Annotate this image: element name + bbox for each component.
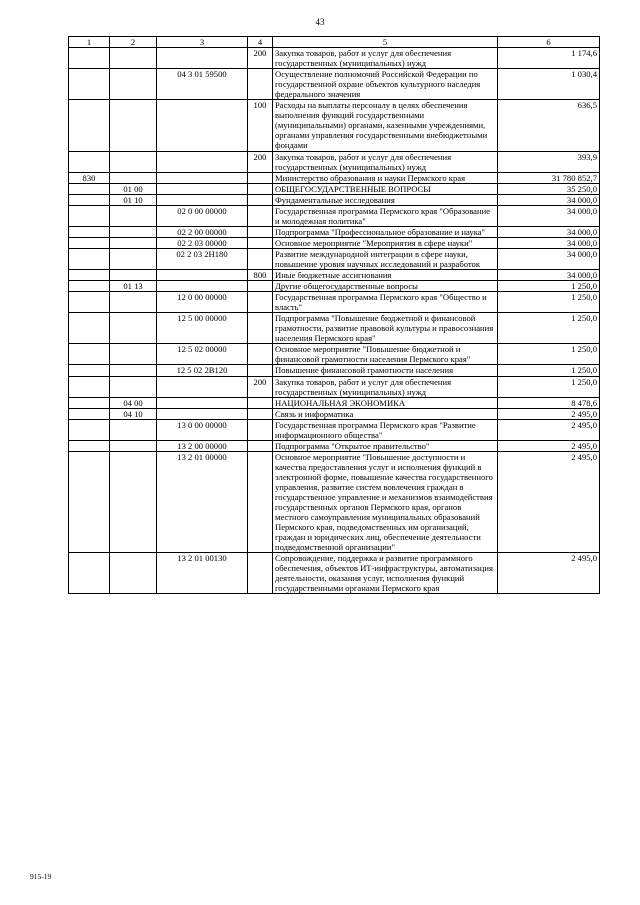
column-header: 6	[498, 37, 600, 48]
cell-target-article	[157, 397, 248, 408]
cell-target-article	[157, 408, 248, 419]
cell-amount: 8 478,6	[498, 397, 600, 408]
cell-description: ОБЩЕГОСУДАРСТВЕННЫЕ ВОПРОСЫ	[273, 183, 498, 194]
cell-amount: 35 250,0	[498, 183, 600, 194]
cell-section	[110, 248, 157, 269]
cell-ministry	[69, 292, 110, 313]
cell-section	[110, 376, 157, 397]
cell-section	[110, 440, 157, 451]
cell-expense-type	[248, 451, 273, 552]
cell-amount: 2 495,0	[498, 408, 600, 419]
cell-target-article	[157, 172, 248, 183]
cell-description: Иные бюджетные ассигнования	[273, 270, 498, 281]
cell-section	[110, 365, 157, 376]
cell-description: Подпрограмма "Открытое правительство"	[273, 440, 498, 451]
table-row	[69, 553, 600, 594]
cell-description: Государственная программа Пермского края "Общество и власть"	[273, 292, 498, 313]
cell-target-article: 12 5 00 00000	[157, 313, 248, 344]
cell-description: Министерство образования и науки Пермского края	[273, 172, 498, 183]
table-row	[69, 172, 600, 183]
cell-amount: 34 000,0	[498, 194, 600, 205]
cell-description: Сопровождение, поддержка и развитие программного обеспечения, объектов ИТ-инфраструктуры, автоматизация деятельности, оказания услуг, исполнения функций государственными органами Пермского края	[273, 553, 498, 594]
cell-section	[110, 69, 157, 100]
cell-ministry	[69, 440, 110, 451]
cell-expense-type	[248, 440, 273, 451]
cell-target-article: 12 5 02 2В120	[157, 365, 248, 376]
table-row	[69, 313, 600, 344]
table-header-row	[69, 37, 600, 48]
cell-expense-type	[248, 419, 273, 440]
cell-amount: 34 000,0	[498, 237, 600, 248]
cell-ministry	[69, 451, 110, 552]
cell-description: Государственная программа Пермского края "Образование и молодежная политика"	[273, 205, 498, 226]
cell-expense-type	[248, 226, 273, 237]
cell-target-article	[157, 270, 248, 281]
cell-expense-type	[248, 292, 273, 313]
table-row	[69, 226, 600, 237]
cell-expense-type	[248, 248, 273, 269]
table-row	[69, 248, 600, 269]
cell-ministry	[69, 270, 110, 281]
cell-section: 01 13	[110, 281, 157, 292]
cell-amount: 1 250,0	[498, 365, 600, 376]
cell-amount: 2 495,0	[498, 440, 600, 451]
cell-amount: 34 000,0	[498, 248, 600, 269]
column-header: 4	[248, 37, 273, 48]
cell-section	[110, 270, 157, 281]
cell-expense-type: 100	[248, 100, 273, 151]
table-row	[69, 100, 600, 151]
table-row	[69, 440, 600, 451]
cell-expense-type: 200	[248, 48, 273, 69]
cell-description: Основное мероприятие "Мероприятия в сфере науки"	[273, 237, 498, 248]
cell-expense-type	[248, 194, 273, 205]
cell-description: Повышение финансовой грамотности населения	[273, 365, 498, 376]
cell-ministry	[69, 183, 110, 194]
column-header: 2	[110, 37, 157, 48]
cell-target-article	[157, 183, 248, 194]
page-number: 43	[315, 17, 325, 27]
cell-expense-type: 200	[248, 376, 273, 397]
table-row	[69, 365, 600, 376]
cell-expense-type	[248, 344, 273, 365]
cell-target-article: 02 2 03 2Н180	[157, 248, 248, 269]
cell-expense-type	[248, 553, 273, 594]
cell-ministry	[69, 313, 110, 344]
cell-ministry	[69, 194, 110, 205]
table-row	[69, 292, 600, 313]
cell-expense-type	[248, 365, 273, 376]
cell-target-article	[157, 48, 248, 69]
table-row	[69, 69, 600, 100]
cell-section	[110, 48, 157, 69]
cell-description: НАЦИОНАЛЬНАЯ ЭКОНОМИКА	[273, 397, 498, 408]
cell-description: Развитие международной интеграции в сфере науки, повышение уровня научных исследований и разработок	[273, 248, 498, 269]
cell-amount: 1 250,0	[498, 281, 600, 292]
cell-amount: 2 495,0	[498, 451, 600, 552]
cell-target-article	[157, 100, 248, 151]
cell-section	[110, 292, 157, 313]
cell-description: Закупка товаров, работ и услуг для обеспечения государственных (муниципальных) нужд	[273, 151, 498, 172]
cell-section	[110, 100, 157, 151]
cell-ministry	[69, 365, 110, 376]
cell-amount: 2 495,0	[498, 419, 600, 440]
cell-ministry	[69, 419, 110, 440]
cell-target-article	[157, 151, 248, 172]
cell-amount: 1 250,0	[498, 313, 600, 344]
table-body	[69, 48, 600, 594]
cell-section	[110, 451, 157, 552]
cell-ministry: 830	[69, 172, 110, 183]
cell-ministry	[69, 100, 110, 151]
cell-amount: 393,9	[498, 151, 600, 172]
cell-description: Государственная программа Пермского края "Развитие информационного общества"	[273, 419, 498, 440]
cell-description: Связь и информатика	[273, 408, 498, 419]
cell-target-article: 02 2 00 00000	[157, 226, 248, 237]
cell-expense-type	[248, 237, 273, 248]
cell-amount: 34 000,0	[498, 205, 600, 226]
cell-ministry	[69, 151, 110, 172]
table-row	[69, 205, 600, 226]
column-header: 3	[157, 37, 248, 48]
budget-table	[68, 36, 600, 594]
cell-ministry	[69, 281, 110, 292]
cell-expense-type: 200	[248, 151, 273, 172]
cell-target-article	[157, 194, 248, 205]
table-row	[69, 48, 600, 69]
cell-expense-type	[248, 205, 273, 226]
cell-section	[110, 226, 157, 237]
cell-description: Расходы на выплаты персоналу в целях обеспечения выполнения функций государственными (муниципальными) органами, казенными учреждениями, органами управления государственными внебюджетными фондами	[273, 100, 498, 151]
cell-description: Осуществление полномочий Российской Федерации по государственной охране объектов культурного наследия федерального значения	[273, 69, 498, 100]
cell-target-article: 13 0 00 00000	[157, 419, 248, 440]
cell-target-article: 12 0 00 00000	[157, 292, 248, 313]
cell-section: 04 10	[110, 408, 157, 419]
cell-amount: 1 250,0	[498, 344, 600, 365]
table-row	[69, 451, 600, 552]
column-header: 5	[273, 37, 498, 48]
table-row	[69, 237, 600, 248]
cell-description: Закупка товаров, работ и услуг для обеспечения государственных (муниципальных) нужд	[273, 376, 498, 397]
cell-description: Подпрограмма "Профессиональное образование и наука"	[273, 226, 498, 237]
cell-target-article: 13 2 01 00130	[157, 553, 248, 594]
cell-amount: 1 250,0	[498, 376, 600, 397]
cell-ministry	[69, 397, 110, 408]
cell-amount: 31 780 852,7	[498, 172, 600, 183]
table-row	[69, 194, 600, 205]
cell-ministry	[69, 69, 110, 100]
cell-expense-type	[248, 183, 273, 194]
cell-target-article: 13 2 00 00000	[157, 440, 248, 451]
cell-expense-type	[248, 281, 273, 292]
table-row	[69, 151, 600, 172]
cell-section	[110, 237, 157, 248]
cell-ministry	[69, 376, 110, 397]
cell-description: Основное мероприятие "Повышение бюджетной и финансовой грамотности населения Пермского края"	[273, 344, 498, 365]
table-row	[69, 376, 600, 397]
cell-ministry	[69, 205, 110, 226]
footer-code: 915-19	[30, 872, 52, 881]
cell-ministry	[69, 248, 110, 269]
cell-expense-type: 800	[248, 270, 273, 281]
cell-amount: 1 174,6	[498, 48, 600, 69]
cell-expense-type	[248, 397, 273, 408]
cell-target-article	[157, 376, 248, 397]
cell-amount: 34 000,0	[498, 270, 600, 281]
cell-amount: 1 030,4	[498, 69, 600, 100]
cell-expense-type	[248, 172, 273, 183]
column-header: 1	[69, 37, 110, 48]
cell-description: Закупка товаров, работ и услуг для обеспечения государственных (муниципальных) нужд	[273, 48, 498, 69]
cell-amount: 636,5	[498, 100, 600, 151]
table-row	[69, 397, 600, 408]
cell-target-article: 02 2 03 00000	[157, 237, 248, 248]
cell-section: 04 00	[110, 397, 157, 408]
cell-section	[110, 151, 157, 172]
cell-description: Основное мероприятие "Повышение доступности и качества предоставления услуг и исполнения функций в электронной форме, повышение качества государственного управления, развитие систем вовлечения граждан в государственное управление и механизмов взаимодействия государственных органов Пермского края, органов местного самоуправления муниципальных образований Пермского края, подведомственных им организаций, граждан и юридических лиц, обеспечение деятельности подведомственной организации"	[273, 451, 498, 552]
cell-amount: 2 495,0	[498, 553, 600, 594]
cell-ministry	[69, 344, 110, 365]
cell-section	[110, 344, 157, 365]
table-row	[69, 281, 600, 292]
table-row	[69, 344, 600, 365]
cell-section	[110, 419, 157, 440]
cell-ministry	[69, 553, 110, 594]
table-row	[69, 419, 600, 440]
table-row	[69, 183, 600, 194]
cell-ministry	[69, 48, 110, 69]
cell-target-article	[157, 281, 248, 292]
cell-description: Подпрограмма "Повышение бюджетной и финансовой грамотности, развитие правовой культуры и правосознания населения Пермского края"	[273, 313, 498, 344]
cell-expense-type	[248, 69, 273, 100]
cell-expense-type	[248, 313, 273, 344]
cell-target-article: 02 0 00 00000	[157, 205, 248, 226]
cell-target-article: 12 5 02 00000	[157, 344, 248, 365]
cell-section: 01 10	[110, 194, 157, 205]
cell-ministry	[69, 226, 110, 237]
cell-description: Другие общегосударственные вопросы	[273, 281, 498, 292]
table-row	[69, 408, 600, 419]
cell-ministry	[69, 237, 110, 248]
cell-section	[110, 313, 157, 344]
cell-target-article: 04 3 01 59500	[157, 69, 248, 100]
table-row	[69, 270, 600, 281]
cell-section: 01 00	[110, 183, 157, 194]
cell-section	[110, 553, 157, 594]
cell-amount: 34 000,0	[498, 226, 600, 237]
cell-description: Фундаментальные исследования	[273, 194, 498, 205]
cell-amount: 1 250,0	[498, 292, 600, 313]
cell-section	[110, 205, 157, 226]
cell-target-article: 13 2 01 00000	[157, 451, 248, 552]
cell-ministry	[69, 408, 110, 419]
cell-section	[110, 172, 157, 183]
cell-expense-type	[248, 408, 273, 419]
